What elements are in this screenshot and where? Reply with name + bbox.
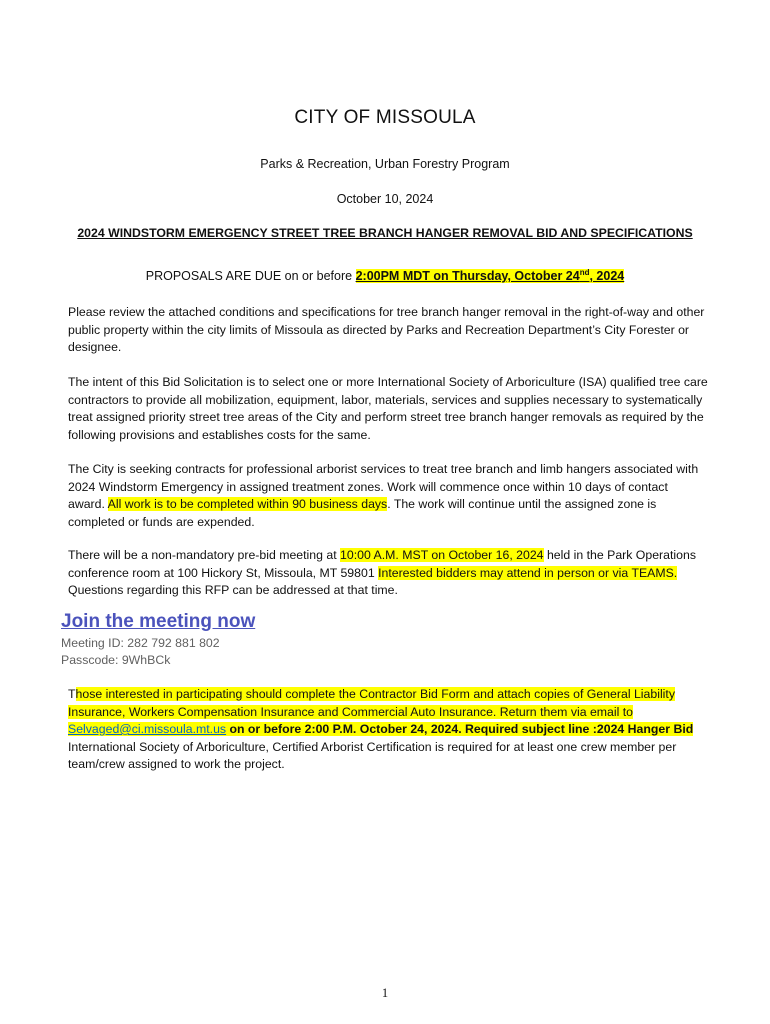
submission-highlight — [68, 687, 693, 736]
attendance-highlight: Interested bidders may attend in person or via TEAMS. — [378, 565, 678, 580]
due-ordinal: nd — [579, 268, 590, 277]
paragraph-review: Please review the attached conditions and specifications for tree branch hanger removal in the right-of-way and other public property within the city limits of Missoula as directed by Parks and Recreation Department’s City Forester or designee. — [68, 305, 705, 354]
contracts-text-end: . The work will continue until the assigned zone is completed or funds are expended. — [68, 497, 657, 529]
due-year: , 2024 — [589, 269, 625, 284]
certification-text: International Society of Arboriculture, Certified Arborist Certification is required for at least one crew member per team/crew assigned to work the project. — [68, 739, 677, 771]
prebid-text: There will be a non-mandatory pre-bid meeting at — [68, 548, 341, 562]
join-meeting-link[interactable]: Join the meeting now — [61, 611, 256, 632]
meeting-passcode: Passcode: 9WhBCk — [61, 653, 171, 667]
page-number: 1 — [381, 986, 389, 1000]
email-link[interactable]: Selvaged@ci.missoula.mt.us — [68, 722, 227, 736]
paragraph-intent: The intent of this Bid Solicitation is to select one or more International Society of Arboriculture (ISA) qualified tree care contractors to provide all mobilization, equipment, labor, materials, services and supplies necessary to systematically treat assigned priority street tree areas of the City and perform street tree branch hanger removals as required by the following provisions and establishes costs for the same. — [68, 375, 708, 442]
meeting-time-highlight: 10:00 A.M. MST on October 16, 2024 — [340, 548, 544, 562]
proposal-due-line — [0, 268, 770, 283]
bid-heading: 2024 WINDSTORM EMERGENCY STREET TREE BRANCH HANGER REMOVAL BID AND SPECIFICATIONS — [77, 226, 693, 240]
paragraph-submission — [68, 686, 708, 774]
due-deadline-highlight — [356, 269, 625, 283]
submission-text: hose interested in participating should complete the Contractor Bid Form and attach copies of General Liability Insurance, Workers Compensation Insurance and Commercial Auto Insurance. Return them via email to — [68, 687, 675, 719]
completion-highlight: All work is to be completed within 90 business days — [107, 497, 388, 511]
document-title: CITY OF MISSOULA — [294, 107, 476, 128]
due-time: 2:00PM MDT on Thursday, October 24 — [355, 269, 580, 284]
prebid-questions: Questions regarding this RFP can be addressed at that time. — [68, 583, 398, 597]
meeting-id: Meeting ID: 282 792 881 802 — [61, 636, 220, 650]
paragraph-prebid-meeting — [68, 547, 708, 600]
document-date: October 10, 2024 — [336, 192, 434, 206]
department-subtitle: Parks & Recreation, Urban Forestry Program — [260, 157, 510, 171]
due-prefix: PROPOSALS ARE DUE on or before — [145, 269, 356, 284]
paragraph-contracts — [68, 461, 708, 531]
contracts-text: The City is seeking contracts for professional arborist services to treat tree branch and limb hangers associated with 2024 Windstorm Emergency in assigned treatment zones. Work will commence once within 10 days of contact award. — [68, 462, 699, 511]
submission-deadline: on or before 2:00 P.M. October 24, 2024. Required subject line :2024 Hanger Bid — [226, 722, 694, 736]
submission-initial: T — [68, 687, 76, 701]
prebid-location: held in the Park Operations conference room at 100 Hickory St, Missoula, MT 59801 — [68, 548, 696, 580]
